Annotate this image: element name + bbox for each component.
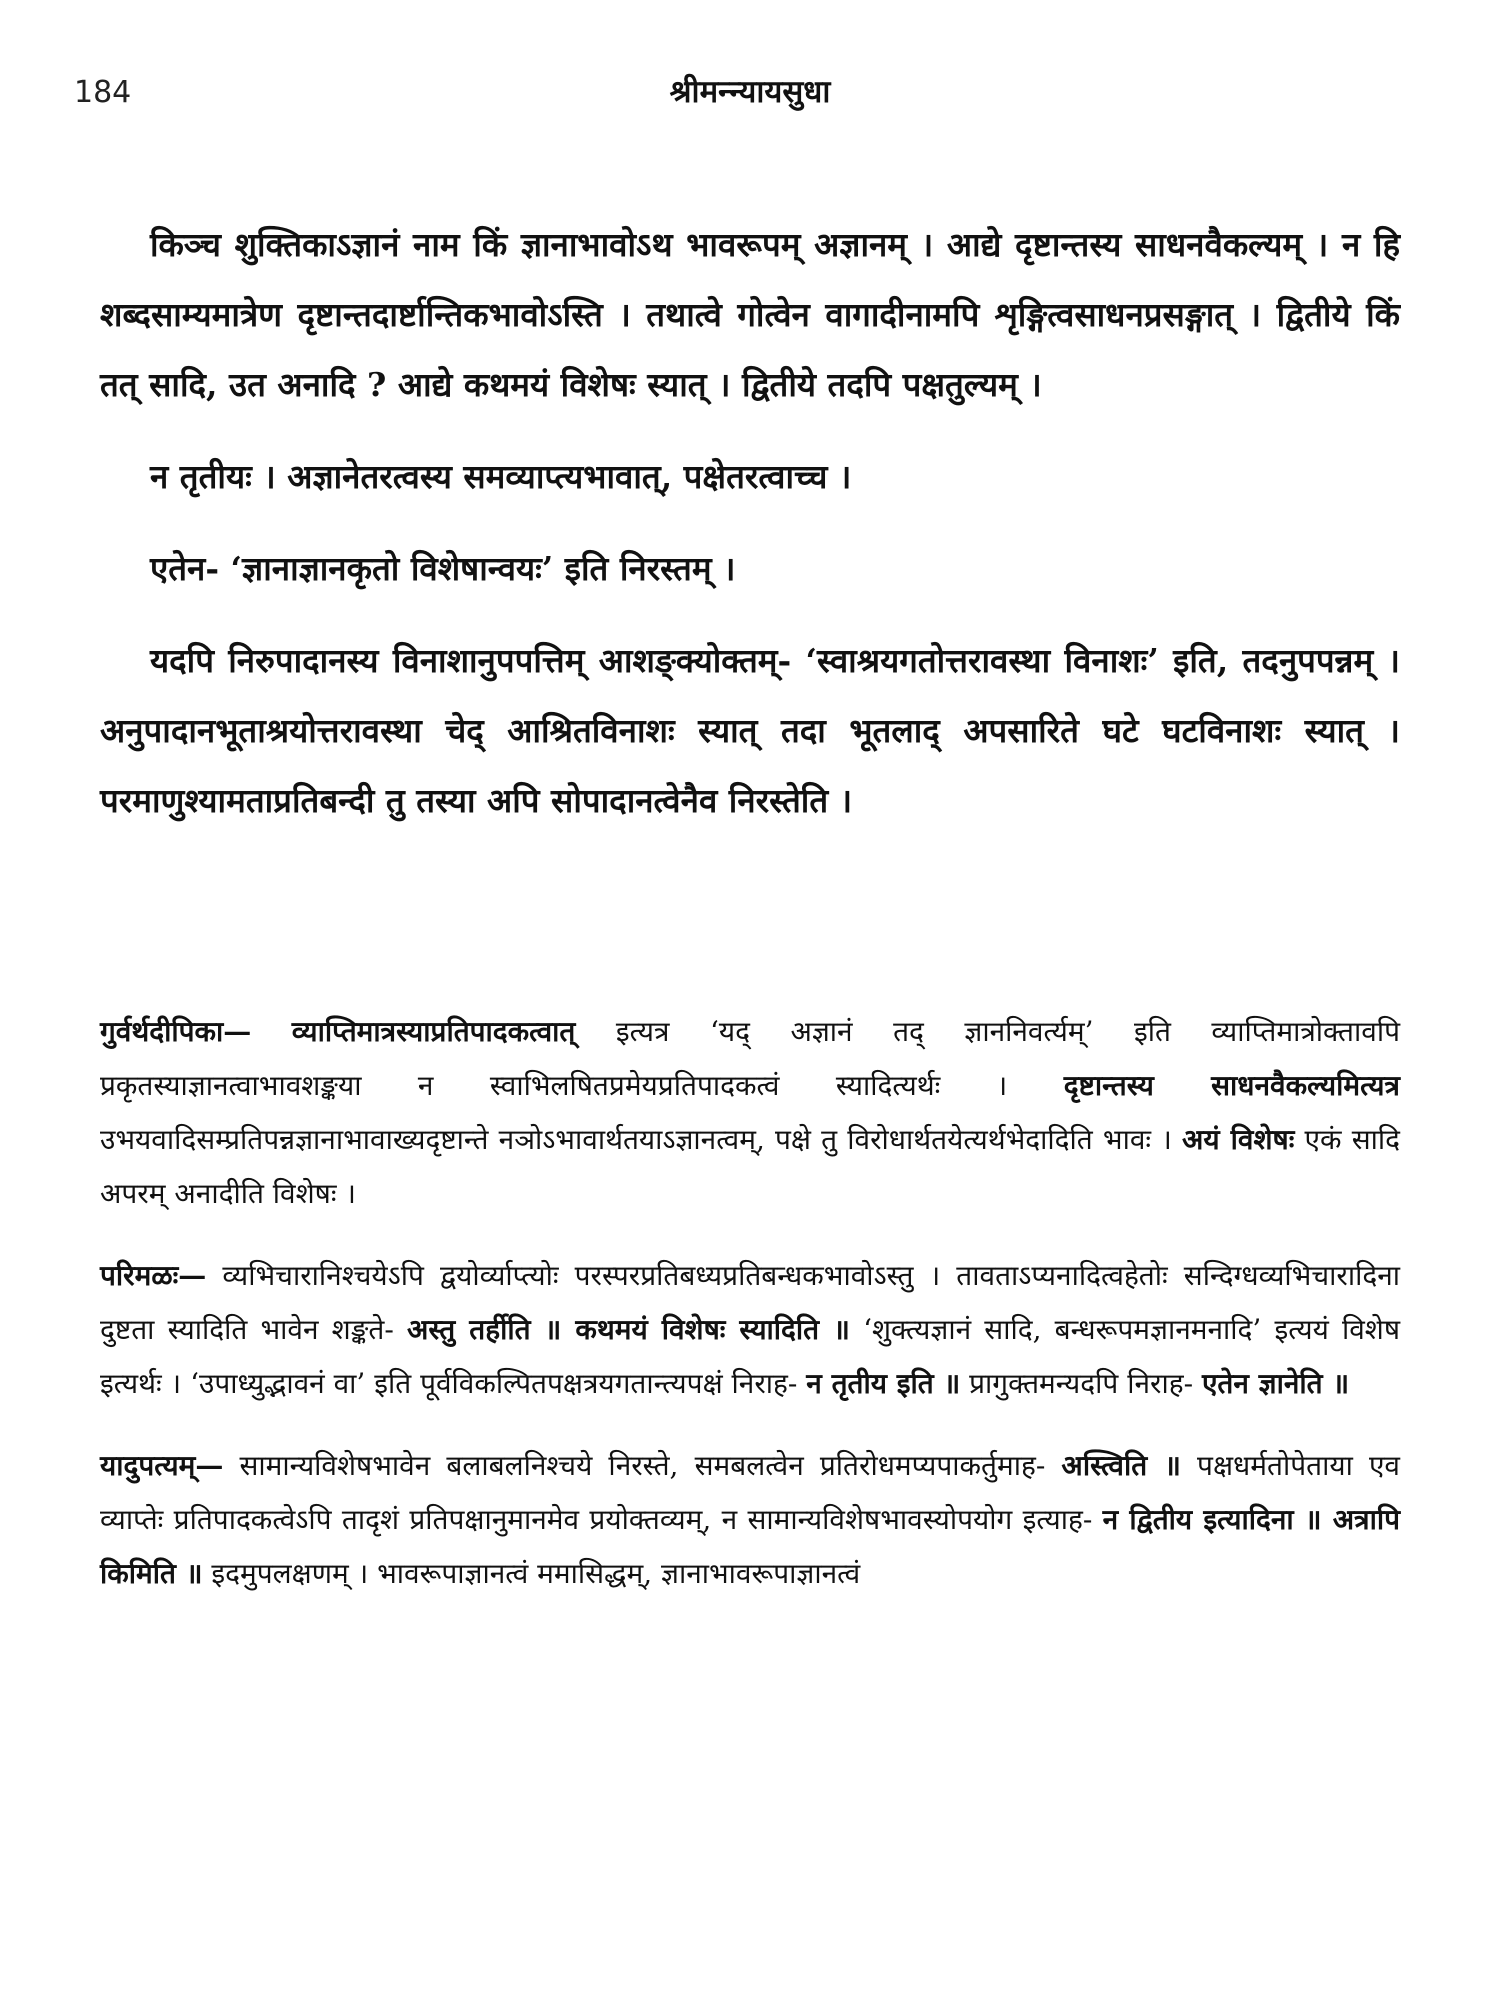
commentaries [100,1005,1400,1629]
commentary-text: इत्यत्र ‘यद् अज्ञानं तद् ज्ञाननिवर्त्यम्’ इति व्याप्तिमात्रोक्तावपि प्रकृतस्याज्ञानत्वाभावशङ्कया न स्वाभिलषितप्रमेयप्रतिपादकत्वं स्यादित्यर्थः । [100,1015,1400,1102]
commentary-term: अयं विशेषः [1182,1123,1295,1156]
commentary-text: प्रागुक्तमन्यदपि निराह- [960,1367,1202,1400]
commentary-label: गुर्वर्थदीपिका— [100,1015,252,1048]
commentary-term: अस्तु तर्हीति ॥ कथमयं विशेषः स्यादिति ॥ [407,1313,850,1346]
commentary-text: ‘शुक्त्यज्ञानं सादि, बन्धरूपमज्ञानमनादि’ इत्ययं विशेष इत्यर्थः । ‘उपाध्युद्भावनं वा’ इति पूर्वविकल्पितपक्षत्रयगतान्त्यपक्षं निराह- [100,1313,1401,1400]
main-text [100,210,1400,858]
commentary-term: एतेन ज्ञानेति ॥ [1201,1367,1350,1400]
main-paragraph: एतेन- ‘ज्ञानाज्ञानकृतो विशेषान्वयः’ इति निरस्तम् । [150,549,736,588]
main-paragraph: न तृतीयः । अज्ञानेतरत्वस्य समव्याप्त्यभावात्, पक्षेतरत्वाच्च । [150,457,852,496]
commentary-term: दृष्टान्तस्य साधनवैकल्यमित्यत्र [1063,1069,1400,1102]
commentary-parimala [100,1249,1400,1411]
commentary-label: यादुपत्यम्— [100,1449,224,1482]
commentary-text: पक्षधर्मतोपेताया एव व्याप्तेः प्रतिपादकत्वेऽपि तादृशं प्रतिपक्षानुमानमेव प्रयोक्तव्यम्, न सामान्यविशेषभावस्योपयोग इत्याह- [100,1449,1400,1536]
commentary-text: एकं सादि अपरम् अनादीति विशेषः । [100,1123,1400,1210]
commentary-text: व्यभिचारानिश्चयेऽपि द्वयोर्व्याप्त्योः परस्परप्रतिबध्यप्रतिबन्धकभावोऽस्तु । तावताऽप्यनादित्वहेतोः सन्दिग्धव्यभिचारादिना दुष्टता स्यादिति भावेन शङ्कते- [100,1259,1400,1346]
commentary-label: परिमळः— [100,1259,207,1292]
commentary-term: व्याप्तिमात्रस्याप्रतिपादकत्वात् [291,1015,576,1048]
commentary-text: सामान्यविशेषभावेन बलाबलनिश्चये निरस्ते, समबलत्वेन प्रतिरोधमप्यपाकर्तुमाह- [223,1449,1062,1482]
main-paragraph: यदपि निरुपादानस्य विनाशानुपपत्तिम् आशङ्क्योक्तम्- ‘स्वाश्रयगतोत्तरावस्था विनाशः’ इति, तदनुपपन्नम् । अनुपादानभूताश्रयोत्तरावस्था चेद् आश्रितविनाशः स्यात् तदा भूतलाद् अपसारिते घटे घटविनाशः स्यात् । परमाणुश्यामताप्रतिबन्दी तु तस्या अपि सोपादानत्वेनैव निरस्तेति । [100,641,1400,820]
commentary-text: उभयवादिसम्प्रतिपन्नज्ञानाभावाख्यदृष्टान्ते नञोऽभावार्थतयाऽज्ञानत्वम्, पक्षे तु विरोधार्थतयेत्यर्थभेदादिति भावः । [100,1123,1183,1156]
commentary-term: न द्वितीय इत्यादिना ॥ अत्रापि किमिति ॥ [100,1503,1401,1590]
commentary-yadupatyam [100,1439,1400,1601]
page-number: 184 [74,75,132,110]
main-paragraph: किञ्च शुक्तिकाऽज्ञानं नाम किं ज्ञानाभावोऽथ भावरूपम् अज्ञानम् । आद्ये दृष्टान्तस्य साधनवैकल्यम् । न हि शब्दसाम्यमात्रेण दृष्टान्तदार्ष्टान्तिकभावोऽस्ति । तथात्वे गोत्वेन वागादीनामपि शृङ्गित्वसाधनप्रसङ्गात् । द्वितीये किं तत् सादि, उत अनादि ? आद्ये कथमयं विशेषः स्यात् । द्वितीये तदपि पक्षतुल्यम् । [100,225,1400,404]
running-head-title: श्रीमन्न्यायसुधा [669,74,831,110]
commentary-term: अस्त्विति ॥ [1061,1449,1181,1482]
commentary-term: न तृतीय इति ॥ [806,1367,961,1400]
commentary-text: इदमुपलक्षणम् । भावरूपाज्ञानत्वं ममासिद्धम्, ज्ञानाभावरूपाज्ञानत्वं [202,1557,861,1590]
commentary-gurvarthadipika [100,1005,1400,1221]
